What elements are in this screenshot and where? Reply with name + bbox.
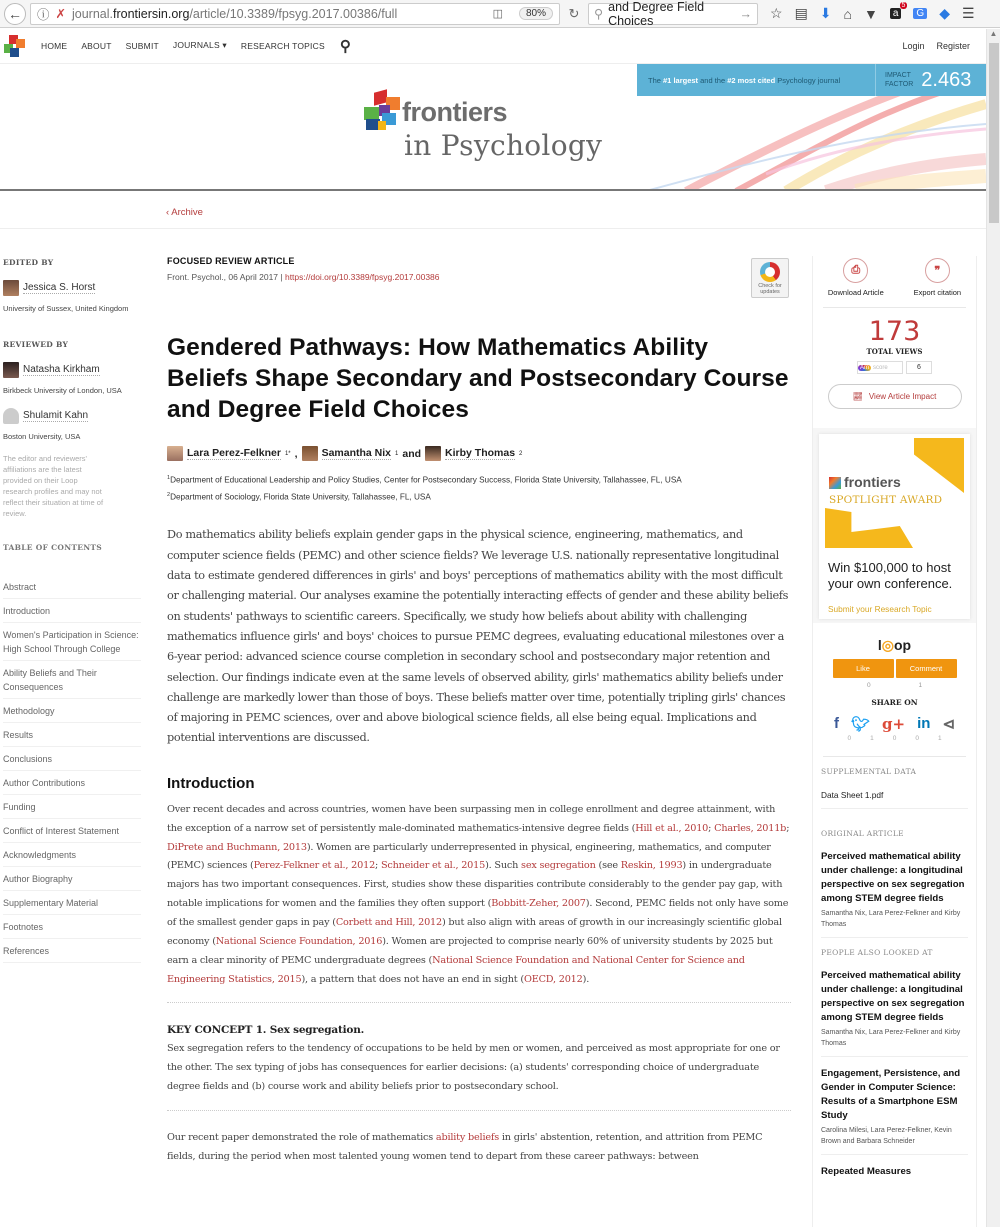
reading-list-icon[interactable]: ▤ <box>794 5 808 21</box>
affiliation: $^2$Department of Sociology, Florida State University, Tallahassee, FL, USA <box>167 491 431 502</box>
promo-award: SPOTLIGHT AWARD <box>829 494 943 506</box>
reload-icon[interactable]: ↻ <box>568 5 580 21</box>
toc-item[interactable]: Results <box>3 723 141 747</box>
default-user-icon <box>3 408 19 424</box>
amazon-extension-icon[interactable]: a 5 <box>890 8 902 19</box>
reviewer <box>3 408 147 424</box>
promo-brand: frontiers <box>829 474 901 490</box>
frontiers-logo-icon[interactable] <box>4 35 26 57</box>
reviewer-avatar <box>3 362 19 378</box>
zoom-level[interactable]: 80% <box>519 7 553 20</box>
citation-line: Front. Psychol., 06 April 2017 | https://doi.org/10.3389/fpsyg.2017.00386 <box>167 272 440 282</box>
check-for-updates-button[interactable]: Check for updates <box>751 258 789 298</box>
author[interactable]: Lara Perez-Felkner 1* <box>167 446 291 461</box>
archive-link[interactable]: ‹ Archive <box>166 207 203 218</box>
author[interactable]: Kirby Thomas 2 <box>425 446 522 461</box>
citation-link[interactable]: Bobbitt-Zeher, 2007 <box>491 898 586 910</box>
affiliation: $^1$Department of Educational Leadership and Policy Studies, Center for Postsecondary Success, Florida State University, Tallahassee, FL, USA <box>167 475 682 485</box>
citation-link[interactable]: Perez-Felkner et al., 2012 <box>253 860 376 872</box>
google-translate-icon[interactable]: G <box>913 8 927 19</box>
journal-name: in Psychology <box>404 129 603 162</box>
scrollbar-thumb[interactable] <box>989 43 999 223</box>
related-article[interactable]: Engagement, Persistence, and Gender in Computer Science: Results of a Smartphone ESM Study Carolina Milesi, Lara Perez-Felkner, Kevin Brown and Barbara Schneider <box>821 1067 968 1155</box>
abstract: Do mathematics ability beliefs explain gender gaps in the physical science, engineering, mathematics, and computer science fields (PEMC) and other science fields? We leverage U.S. nationally representative longitudinal data to estimate gendered differences in girls' and boys' perceptions of mathematics ability with the most difficult or challenging material. Our analyses examine the potentially interacting effects of gender and these ability beliefs on students' pathways to scientific careers. Specifically, we study how beliefs about ability with challenging mathematics influence girls' and boys' choices to pursue PEMC degrees, evaluating educational milestones over a 6-year period: advanced science course completion in secondary school and postsecondary major retention and selection. Our findings indicate even at the same levels of observed ability, girls' mathematics ability beliefs under challenge are markedly lower than those of boys. These beliefs matter over time, potentially tripling girls' chances of majoring in PEMC sciences, over and above biological science fields, all else being equal. Implications and potential interventions are discussed. <box>167 528 789 745</box>
citation-link[interactable]: Corbett and Hill, 2012 <box>335 917 442 929</box>
reviewer-name[interactable]: Shulamit Kahn <box>23 410 89 421</box>
impact-factor-value: 2.463 <box>921 68 972 91</box>
reviewer-name[interactable]: Natasha Kirkham <box>23 364 100 375</box>
loop-logo: l◎op <box>877 637 912 653</box>
toc-item[interactable]: Footnotes <box>3 915 141 939</box>
affiliations <box>167 471 791 504</box>
key-concept-text: Sex segregation refers to the tendency of occupations to be held by men or women, and perceived as most appropriate for one or the other. The sex typing of jobs has consequences for earlier decisions: (a) students' corresponding choice of undergraduate degree fields and (b) course work and ability beliefs prior to postsecondary school. <box>167 1042 780 1092</box>
pocket-icon[interactable]: ▼ <box>864 5 878 22</box>
nav-submit[interactable]: SUBMIT <box>125 40 159 51</box>
toc-item[interactable]: References <box>3 939 141 963</box>
nav-home[interactable]: HOME <box>41 40 68 51</box>
affiliation-note: The editor and reviewers' affiliations are the latest provided on their Loop research profiles and may not reflect their situation at time of review. <box>3 454 104 518</box>
original-article-label: ORIGINAL ARTICLE <box>821 829 904 838</box>
citation-link[interactable]: Reskin, 1993 <box>620 860 683 872</box>
trend-chart-icon: 📈︎ <box>852 392 863 401</box>
toc-item[interactable]: Author Biography <box>3 867 141 891</box>
back-button[interactable]: ← <box>4 3 26 25</box>
citation-link[interactable]: OECD, 2012 <box>523 973 583 985</box>
toc-item[interactable]: Methodology <box>3 699 141 723</box>
reviewer <box>3 362 147 378</box>
submit-research-topic-link[interactable]: Submit your Research Topic <box>828 604 932 614</box>
search-icon: ⚲ <box>594 7 604 21</box>
toc-item[interactable]: Conclusions <box>3 747 141 771</box>
pdf-icon: ⎙ <box>843 258 868 283</box>
comment-count: 1 <box>918 682 923 689</box>
article-type: FOCUSED REVIEW ARTICLE <box>167 256 295 266</box>
quote-icon: ❞ <box>925 258 950 283</box>
impact-factor-label: IMPACT FACTOR <box>885 72 914 88</box>
key-concept-box <box>167 1021 791 1097</box>
share-icon[interactable]: ⊲ <box>942 716 956 733</box>
url-text: journal.frontiersin.org/article/10.3389/fpsyg.2017.00386/full <box>72 6 398 21</box>
editor-affiliation: University of Sussex, United Kingdom <box>3 304 129 313</box>
register-link[interactable]: Register <box>936 40 970 51</box>
related-article[interactable]: Repeated Measures <box>821 1166 912 1177</box>
total-views-label: TOTAL VIEWS <box>866 347 923 356</box>
impact-factor-bar <box>637 64 986 96</box>
body-paragraph: Our recent paper demonstrated the role of mathematics ability beliefs in girls' abstention, retention, and attrition from PEMC fields, during the period when most talented young women tend to depart from these career pathways: between <box>167 1132 763 1163</box>
altmetric-icon: Am <box>860 364 869 371</box>
toc-item[interactable]: Ability Beliefs and Their Consequences <box>3 661 141 699</box>
download-article-button[interactable]: ⎙ Download Article <box>828 258 884 297</box>
page-scrollbar[interactable]: ▲ <box>986 29 1000 1227</box>
toc-item[interactable]: Acknowledgments <box>3 843 141 867</box>
search-text: and Degree Field Choices <box>608 0 705 28</box>
share-count: 1 <box>937 735 942 742</box>
author-list: Lara Perez-Felkner 1* , Samantha Nix 1 and Kirby Thomas 2 <box>167 446 791 461</box>
toc-item[interactable]: Introduction <box>3 599 141 623</box>
frontiers-logo-icon <box>829 477 841 489</box>
related-article[interactable]: Perceived mathematical ability under challenge: a longitudinal perspective on sex segregation among STEM degree fields Samantha Nix, Lara Perez-Felkner and Kirby Thomas <box>821 850 968 938</box>
data-sheet-link[interactable]: Data Sheet 1.pdf <box>821 790 968 809</box>
editor <box>3 280 147 296</box>
toc-label: TABLE OF CONTENTS <box>3 543 103 552</box>
facebook-icon[interactable]: f <box>833 715 839 732</box>
share-count: 1 <box>870 735 874 742</box>
related-article[interactable]: Perceived mathematical ability under challenge: a longitudinal perspective on sex segregation among STEM degree fields Samantha Nix, Lara Perez-Felkner and Kirby Thomas <box>821 969 968 1057</box>
site-search-icon[interactable]: ⚲ <box>339 37 351 55</box>
author[interactable]: Samantha Nix 1 <box>302 446 399 461</box>
author-avatar <box>425 446 441 461</box>
edited-by-label: EDITED BY <box>3 258 54 267</box>
comment-button[interactable]: Comment <box>896 659 957 678</box>
reviewer-affiliation: Birkbeck University of London, USA <box>3 386 122 395</box>
citation-link[interactable]: DiPrete and Buchmann, 2013 <box>167 841 307 853</box>
view-article-impact-button[interactable]: 📈︎ View Article Impact <box>828 384 962 409</box>
editor-avatar <box>3 280 19 296</box>
altmetric-badge[interactable]: Am score 6 <box>813 361 976 374</box>
section-heading-introduction: Introduction <box>167 774 255 792</box>
impact-tagline: The #1 largest and the #2 most cited Psychology journal <box>648 75 841 85</box>
search-go-icon[interactable]: → <box>739 6 752 21</box>
url-bar[interactable] <box>30 3 560 25</box>
reviewer-affiliation: Boston University, USA <box>3 432 81 441</box>
toc-item[interactable]: Supplementary Material <box>3 891 141 915</box>
total-views-count: 173 <box>868 316 921 347</box>
linkedin-icon[interactable]: in <box>917 715 931 732</box>
ability-beliefs-link[interactable]: ability beliefs <box>435 1132 500 1144</box>
google-plus-icon[interactable]: g+ <box>882 715 906 733</box>
toc-item[interactable]: Abstract <box>3 575 141 599</box>
article-main <box>167 256 791 1167</box>
introduction-paragraph: Over recent decades and across countries, women have been surpassing men in college enrollment and degree attainment, with the exception of a narrow set of persistently male-dominated mathematics-intensive degree fields (Hill et al., 2010; Charles, 2011b; DiPrete and Buchmann, 2013). Women are particularly underrepresented in physical, engineering, mathematics, and computer (PEMC) sciences (Perez-Felkner et al., 2012; Schneider et al., 2015). Such sex segregation (see Reskin, 1993) in undergraduate majors has two important consequences. First, studies show these disparities contribute considerably to the gender pay gap, with notable implications for women and the families they often support (Bobbitt-Zeher, 2007). Second, PEMC fields not only have some of the smallest gender gaps in pay (Corbett and Hill, 2012) but also align with areas of growth in our increasingly scientific global economy (National Science Foundation, 2016). Women are projected to comprise nearly 60% of university students by 2025 but earn a clear minority of PEMC undergraduate degrees (National Science Foundation and National Center for Science and Engineering Statistics, 2015), a pattern that does not have an end in sight (OECD, 2012). <box>167 803 790 985</box>
table-of-contents <box>3 575 147 963</box>
amazon-badge: 5 <box>901 2 906 9</box>
nav-journals[interactable]: JOURNALS ▾ <box>172 40 227 50</box>
toc-item[interactable]: Author Contributions <box>3 771 141 795</box>
export-citation-button[interactable]: ❞ Export citation <box>914 258 962 297</box>
like-button[interactable]: Like <box>833 659 894 678</box>
share-label: SHARE ON <box>871 698 918 707</box>
author-avatar <box>167 446 183 461</box>
altmetric-score: 6 <box>906 361 932 374</box>
people-also-looked-at-label: PEOPLE ALSO LOOKED AT <box>821 948 933 957</box>
citation-link[interactable]: sex segregation <box>521 860 596 872</box>
supplemental-data-label: SUPPLEMENTAL DATA <box>821 767 917 776</box>
toc-item[interactable]: Women's Participation in Science: High School Through College <box>3 623 141 661</box>
citation-link[interactable]: National Science Foundation, 2016 <box>215 936 383 948</box>
citation-link[interactable]: Charles, 2011b <box>714 822 787 834</box>
like-count: 0 <box>866 682 871 689</box>
menu-icon[interactable]: ☰ <box>961 5 975 21</box>
search-bar[interactable] <box>588 0 758 28</box>
nav-about[interactable]: ABOUT <box>81 40 112 51</box>
info-icon[interactable]: ⓘ <box>37 7 50 22</box>
doi-link[interactable]: https://doi.org/10.3389/fpsyg.2017.00386 <box>284 272 440 282</box>
left-sidebar <box>3 258 147 963</box>
download-icon[interactable]: ⬇ <box>819 5 832 21</box>
citation-link[interactable]: Hill et al., 2010 <box>635 822 709 834</box>
toc-item[interactable]: Funding <box>3 795 141 819</box>
author-avatar <box>302 446 318 461</box>
extension-icon[interactable]: ◆ <box>939 5 950 21</box>
reviewed-by-label: REVIEWED BY <box>3 340 69 349</box>
journal-banner <box>0 64 1000 191</box>
site-nav <box>0 28 1000 64</box>
tracking-protection-icon[interactable]: ✗ <box>55 7 66 21</box>
bookmark-star-icon[interactable]: ☆ <box>770 5 783 21</box>
reader-view-icon[interactable]: ◫ <box>492 8 503 20</box>
twitter-icon[interactable]: 🐦︎ <box>850 716 871 733</box>
brand-name: frontiers <box>402 97 508 127</box>
toc-item[interactable]: Conflict of Interest Statement <box>3 819 141 843</box>
promo-headline: Win $100,000 to host your own conference. <box>828 560 953 591</box>
right-sidebar <box>812 256 977 1227</box>
key-concept-title: KEY CONCEPT 1. Sex segregation. <box>167 1023 365 1036</box>
citation-link[interactable]: National Science Foundation and National Center for Science and Engineering Statistics, 2015 <box>167 954 745 985</box>
spotlight-award-ad[interactable] <box>813 428 976 623</box>
nav-research-topics[interactable]: RESEARCH TOPICS <box>240 40 325 51</box>
citation-link[interactable]: Schneider et al., 2015 <box>380 860 486 872</box>
share-count: 0 <box>915 735 919 742</box>
crossmark-icon <box>760 262 780 282</box>
home-icon[interactable]: ⌂ <box>843 5 852 22</box>
share-count: 0 <box>847 735 852 742</box>
article-title: Gendered Pathways: How Mathematics Ability Beliefs Shape Secondary and Postsecondary Course and Degree Field Choices <box>167 334 789 423</box>
editor-name[interactable]: Jessica S. Horst <box>23 282 96 293</box>
frontiers-cube-icon <box>364 91 404 131</box>
share-count: 0 <box>892 735 897 742</box>
browser-toolbar <box>0 0 1000 28</box>
login-link[interactable]: Login <box>902 40 925 51</box>
